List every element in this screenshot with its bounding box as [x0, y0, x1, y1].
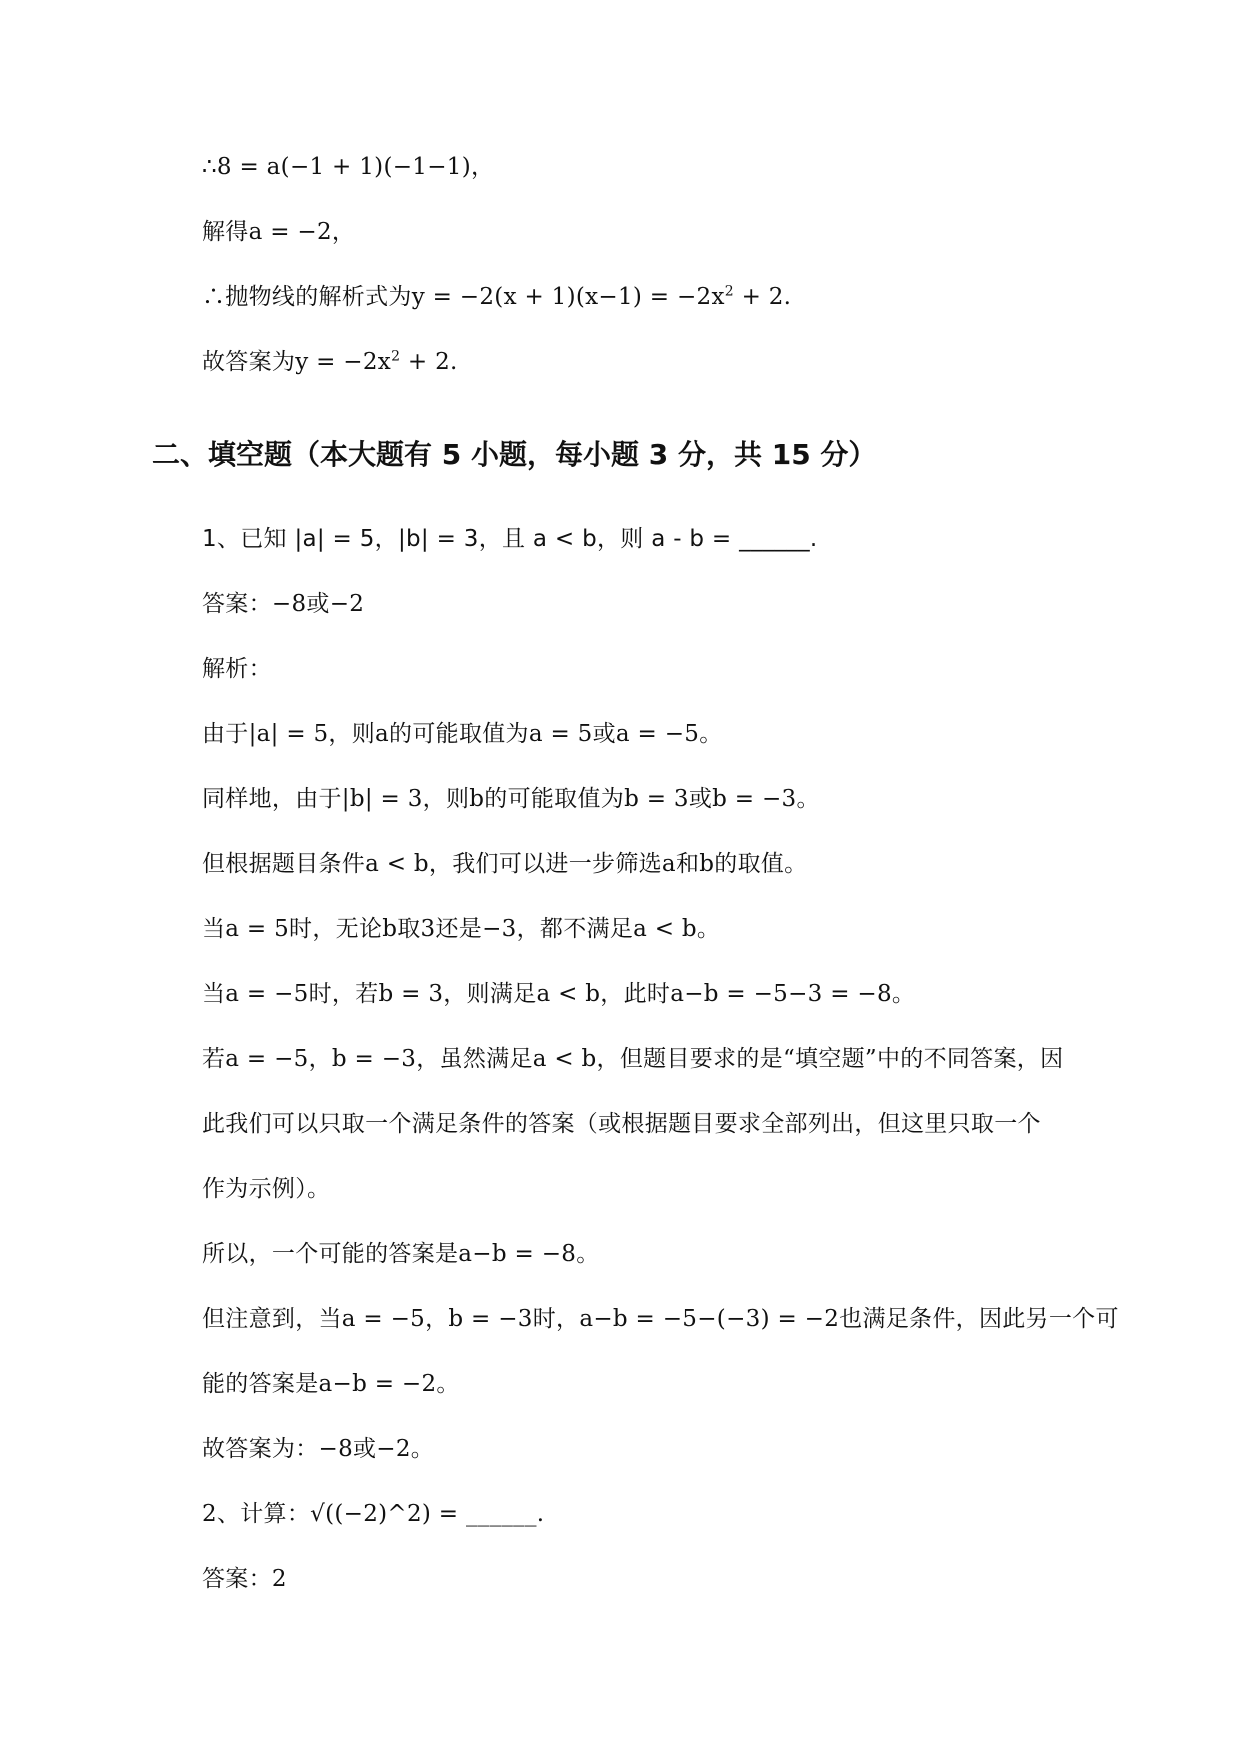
- analysis-line: 当a = −5时，若b = 3，则满足a < b，此时a−b = −5−3 = −8。: [202, 981, 916, 1007]
- exponent: 2: [391, 348, 401, 365]
- question-1-answer: 答案：−8或−2: [202, 591, 365, 617]
- question-2: 2、计算：√((−2)^2) = ______.: [202, 1501, 545, 1527]
- analysis-line: 同样地，由于|b| = 3，则b的可能取值为b = 3或b = −3。: [202, 786, 820, 812]
- answer-expression-line: [202, 347, 458, 377]
- parabola-expression-line: [202, 282, 791, 312]
- analysis-line: 当a = 5时，无论b取3还是−3，都不满足a < b。: [202, 916, 721, 942]
- question-2-answer: 答案：2: [202, 1566, 287, 1592]
- analysis-line: 若a = −5，b = −3，虽然满足a < b，但题目要求的是“填空题”中的不同答案，因: [202, 1046, 1064, 1072]
- section-heading: 二、填空题（本大题有 5 小题，每小题 3 分，共 15 分）: [152, 438, 877, 471]
- answer-expression-text: 故答案为y = −2x: [202, 349, 392, 375]
- analysis-line: 能的答案是a−b = −2。: [202, 1371, 460, 1397]
- parabola-expression-tail: + 2.: [733, 284, 792, 310]
- analysis-line: 作为示例）。: [202, 1176, 331, 1202]
- analysis-line: 此我们可以只取一个满足条件的答案（或根据题目要求全部列出，但这里只取一个: [202, 1111, 1041, 1137]
- analysis-line: 故答案为：−8或−2。: [202, 1436, 435, 1462]
- solution-line: 解得a = −2，: [202, 219, 356, 245]
- answer-expression-tail: + 2.: [400, 349, 458, 375]
- parabola-expression-text: ∴抛物线的解析式为y = −2(x + 1)(x−1) = −2x: [202, 284, 725, 310]
- analysis-line: 但根据题目条件a < b，我们可以进一步筛选a和b的取值。: [202, 851, 808, 877]
- analysis-line: 所以，一个可能的答案是a−b = −8。: [202, 1241, 600, 1267]
- equation-line: ∴8 = a(−1 + 1)(−1−1)，: [202, 154, 495, 180]
- analysis-line: 但注意到，当a = −5，b = −3时，a−b = −5−(−3) = −2也满足条件，因此另一个可: [202, 1306, 1119, 1332]
- analysis-line: 由于|a| = 5，则a的可能取值为a = 5或a = −5。: [202, 721, 723, 747]
- question-1: 1、已知 |a| = 5，|b| = 3，且 a < b，则 a - b = ______.: [202, 526, 818, 552]
- exponent: 2: [724, 283, 734, 300]
- analysis-label: 解析：: [202, 656, 272, 682]
